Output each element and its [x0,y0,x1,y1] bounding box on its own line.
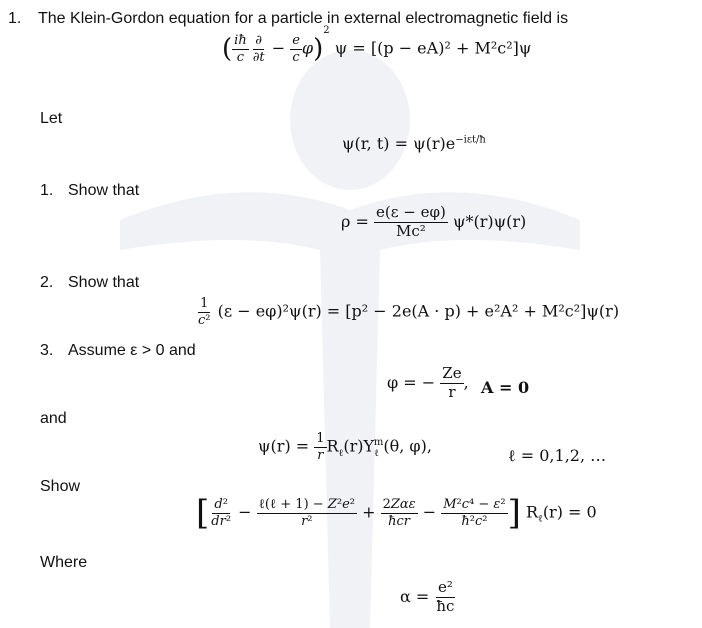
item-1-text: Show that [68,182,140,199]
alpha-equation: α = $\frac{\text{e²}}{ħc}$ [400,578,455,615]
let-label: Let [40,110,63,127]
rho-tail: ψ*(r)ψ(r) [452,211,527,231]
item-1-number: 1. [40,182,54,199]
item-2-number: 2. [40,274,54,291]
where-label: Where [40,554,88,571]
psi-expansion: ψ(r) = $\frac{1}{r}$ $R_\ell(r)Y_\ell^m(\theta$, φ), [258,431,432,463]
problem-intro: The Klein-Gordon equation for a particle in external electromagnetic field is [38,10,569,27]
psi-exponent: −iεt/ħ [455,134,486,146]
kg-equation: ( $\frac{iħ}{c}$ $\frac{\partial}{\partial t}$ − $\frac{e}{c}$ φ)$^2$ ψ = [(p − eA)² + M²c²]ψ [222,25,532,65]
show-label: Show [40,478,81,495]
problem-number: 1. [8,10,22,27]
ell-range: ℓ = 0,1,2, … [508,446,607,465]
rho-denominator: Mc² [396,221,426,240]
ih-over-c-fraction: $\frac{iħ}{c}$ [234,33,247,65]
rho-equation: ρ = $\frac{e(\varepsilon - e\varphi)}{\text{Mc²}}$ ψ*(r)ψ(r) [341,203,527,240]
a-zero: A = 0 [481,378,530,397]
and-label: and [40,410,67,427]
item-3-number: 3. [40,342,54,359]
item-2-text: Show that [68,274,140,291]
radial-equation: [ $\frac{\text{d²}}{\text{dr²}}$ − $\frac{\text{ℓ(ℓ + 1) − Z²e²}}{\text{r²}}$ + $\frac{\text{2Zαε}}{\text{ħcr}}$ − $\frac{\text{M²c⁴ − ε²}}{\text{ħ²c²}}$ ] $R_\ell(r) = 0$ [196,493,597,533]
item-2-equation-tail: (ε − eφ)²ψ(r) = [p² − 2e(A · p) + e²A² + M²c²]ψ(r) [217,301,620,321]
item-2-equation: $\frac{1}{\text{c²}}$ (ε − eφ)²ψ(r) = [p² − 2e(A · p) + e²A² + M²c²]ψ(r) [198,296,620,328]
rho-numerator: e(ε − eφ) [376,203,446,221]
kg-rhs: ψ = [(p − eA)² + M²c²]ψ [334,38,532,58]
item-3-text: Assume ε > 0 and [68,342,196,359]
psi-rt-equation: ψ(r, $t) = \psi(r)e^{-i\varepsilon t/ħ}$ [342,134,486,153]
phi-equation: φ = − $\frac{Ze}{r}$ , [387,364,469,401]
